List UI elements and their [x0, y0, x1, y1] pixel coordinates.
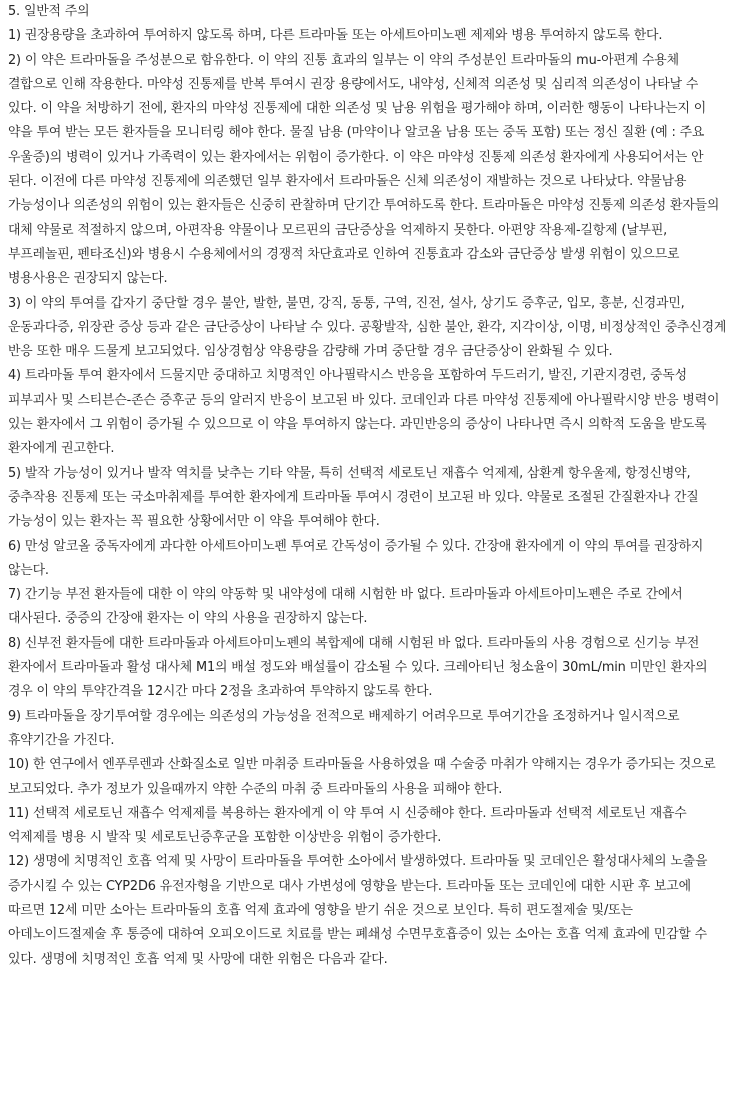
- paragraph-5: 5) 발작 가능성이 있거나 발작 역치를 낮추는 기타 약물, 특히 선택적 세로토닌 재흡수 억제제, 삼환계 항우울제, 항정신병약, 중추작용 진통제 또는 국소마취제를 투여한 환자에게 트라마돌 투여시 경련이 보고된 바 있다. 약물로 조절된 간질환자나 간질 가능성이 있는 환자는 꼭 필요한 상황에서만 이 약을 투여해야 한다.: [8, 465, 699, 530]
- paragraph-7: 7) 간기능 부전 환자들에 대한 이 약의 약동학 및 내약성에 대해 시험한 바 없다. 트라마돌과 아세트아미노펜은 주로 간에서 대사된다. 중증의 간장애 환자는 이 약의 사용을 권장하지 않는다.: [8, 587, 683, 627]
- paragraph-10: 10) 한 연구에서 엔푸루렌과 산화질소로 일반 마취중 트라마돌을 사용하였을 때 수술중 마취가 약해지는 경우가 증가되는 것으로 보고되었다. 추가 정보가 있을때까지 약한 수준의 마취 중 트라마돌의 사용을 피해야 한다.: [8, 757, 716, 797]
- section-title: 5. 일반적 주의: [8, 4, 90, 19]
- paragraph-2: 2) 이 약은 트라마돌을 주성분으로 함유한다. 이 약의 진통 효과의 일부는 이 약의 주성분인 트라마돌의 mu-아편계 수용체 결합으로 인해 작용한다. 마약성 진통제를 반복 투여시 권장 용량에서도, 내약성, 신체적 의존성 및 심리적 의존성이 나타날 수 있다. 이 약을 처방하기 전에, 환자의 마약성 진통제에 대한 의존성 및 남용 위험을 평가해야 하며, 이러한 행동이 나타나는지 이 약을 투여 받는 모든 환자들을 모니터링 해야 한다. 물질 남용 (마약이나 알코올 남용 또는 중독 포함) 또는 정신 질환 (예 : 주요 우울증)의 병력이 있거나 가족력이 있는 환자에서는 위험이 증가한다. 이 약은 마약성 진통제 의존성 환자에게 사용되어서는 안 된다. 이전에 다른 마약성 진통제에 의존했던 일부 환자에서 트라마돌은 신체 의존성이 재발하는 것으로 나타났다. 약물남용 가능성이나 의존성의 위험이 있는 환자들은 신중히 관찰하며 단기간 투여하도록 한다. 트라마돌은 마약성 진통제 의존성 환자들의 대체 약물로 적절하지 않으며, 아편작용 약물이나 모르핀의 금단증상을 억제하지 못한다. 아편양 작용제-길항제 (날부핀, 부프레놀핀, 펜타조신)와 병용시 수용체에서의 경쟁적 차단효과로 인하여 진통효과 감소와 금단증상 발생 위험이 있으므로 병용사용은 권장되지 않는다.: [8, 52, 720, 287]
- paragraph-1: 1) 권장용량을 초과하여 투여하지 않도록 하며, 다른 트라마돌 또는 아세트아미노펜 제제와 병용 투여하지 않도록 한다.: [8, 28, 663, 44]
- paragraph-12: 12) 생명에 치명적인 호흡 억제 및 사망이 트라마돌을 투여한 소아에서 발생하였다. 트라마돌 및 코데인은 활성대사체의 노출을 증가시킬 수 있는 CYP2D6 유전자형을 기반으로 대사 가변성에 영향을 받는다. 트라마돌 또는 코데인에 대한 시판 후 보고에 따르면 12세 미만 소아는 트라마돌의 호흡 억제 효과에 영향을 받기 쉬운 것으로 보인다. 특히 편도절제술 및/또는 아데노이드절제술 후 통증에 대하여 오피오이드로 치료를 받는 폐쇄성 수면무호흡증이 있는 소아는 호흡 억제 효과에 민감할 수 있다. 생명에 치명적인 호흡 억제 및 사망에 대한 위험은 다음과 같다.: [8, 854, 708, 967]
- paragraph-9: 9) 트라마돌을 장기투여할 경우에는 의존성의 가능성을 전적으로 배제하기 어려우므로 투여기간을 조정하거나 일시적으로 휴약기간을 가진다.: [8, 708, 680, 748]
- paragraph-3: 3) 이 약의 투여를 갑자기 중단할 경우 불안, 발한, 불면, 강직, 동통, 구역, 진전, 설사, 상기도 증후군, 입모, 흥분, 신경과민, 운동과다증, 위장관 증상 등과 같은 금단증상이 나타날 수 있다. 공황발작, 심한 불안, 환각, 지각이상, 이명, 비정상적인 중추신경계 반응 또한 매우 드물게 보고되었다. 임상경험상 약용량을 감량해 가며 중단할 경우 금단증상이 완화될 수 있다.: [8, 295, 727, 360]
- paragraph-8: 8) 신부전 환자들에 대한 트라마돌과 아세트아미노펜의 복합제에 대해 시험된 바 없다. 트라마돌의 사용 경험으로 신기능 부전 환자에서 트라마돌과 활성 대사체 M1의 배설 정도와 배설률이 감소될 수 있다. 크레아티닌 청소율이 30mL/min 미만인 환자의 경우 이 약의 투약간격을 12시간 마다 2정을 초과하여 투약하지 않도록 한다.: [8, 635, 708, 700]
- paragraph-6: 6) 만성 알코올 중독자에게 과다한 아세트아미노펜 투여로 간독성이 증가될 수 있다. 간장애 환자에게 이 약의 투여를 권장하지 않는다.: [8, 538, 704, 578]
- paragraph-4: 4) 트라마돌 투여 환자에서 드물지만 중대하고 치명적인 아나필락시스 반응을 포함하여 두드러기, 발진, 기관지경련, 중독성 피부괴사 및 스티븐슨-존슨 증후군 등의 알러지 반응이 보고된 바 있다. 코데인과 다른 마약성 진통제에 아나필락시양 반응 병력이 있는 환자에서 그 위험이 증가될 수 있으므로 이 약을 투여하지 않는다. 과민반응의 증상이 나타나면 즉시 의학적 도움을 받도록 환자에게 권고한다.: [8, 368, 720, 457]
- paragraph-11: 11) 선택적 세로토닌 재흡수 억제제를 복용하는 환자에게 이 약 투여 시 신중해야 한다. 트라마돌과 선택적 세로토닌 재흡수 억제제를 병용 시 발작 및 세로토닌증후군을 포함한 이상반응 위험이 증가한다.: [8, 805, 687, 846]
